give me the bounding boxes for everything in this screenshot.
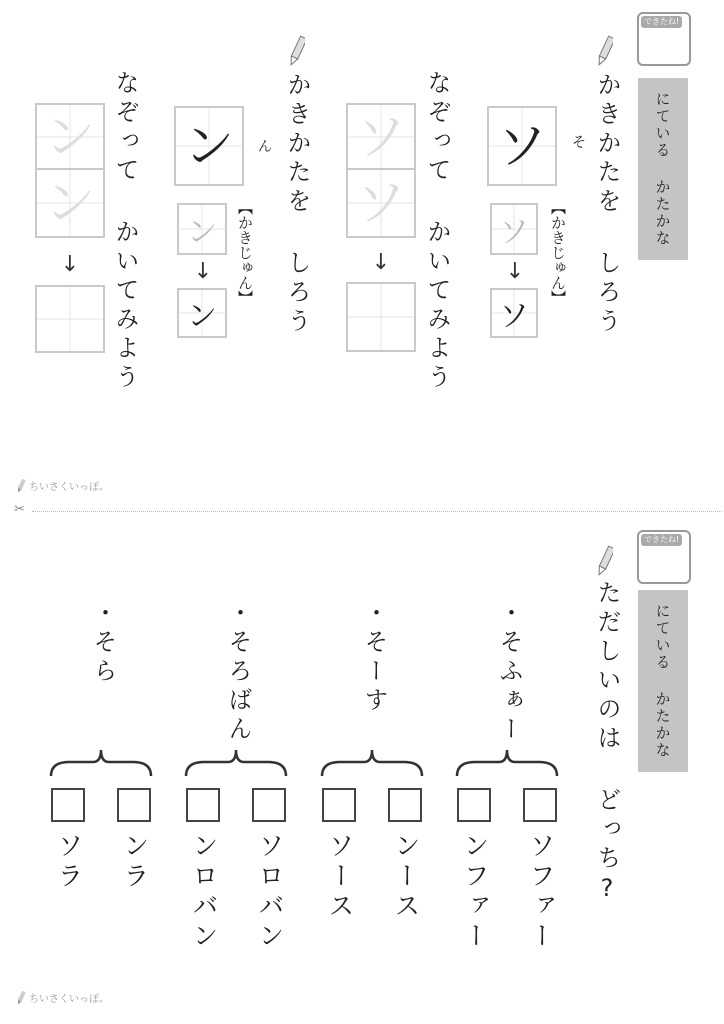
answer-checkbox[interactable] — [523, 788, 557, 822]
item-prompt: ・そふぁー — [495, 600, 523, 745]
answer-checkbox[interactable] — [186, 788, 220, 822]
arrow-down: ↓ — [505, 259, 525, 284]
brand-logo — [16, 478, 109, 493]
cut-line — [32, 511, 722, 512]
stroke-step-char: ソ — [499, 215, 529, 250]
instruction-text: かきかたを しろう — [283, 72, 311, 337]
brace — [184, 748, 288, 778]
trace-char: ソ — [356, 174, 406, 232]
arrow-down: ↓ — [371, 250, 391, 275]
answer-option: ソラ — [53, 832, 83, 892]
model-char-box — [174, 106, 244, 186]
stroke-order-box-2 — [490, 288, 538, 338]
trace-box-2[interactable] — [35, 168, 105, 238]
answer-checkbox[interactable] — [322, 788, 356, 822]
stroke-step-char: ソ — [499, 299, 529, 334]
stamp-label: できたね! — [641, 16, 682, 28]
pencil-icon — [598, 544, 613, 578]
brand-logo-text: ちいさくいっぽ。 — [29, 994, 109, 1005]
answer-checkbox[interactable] — [252, 788, 286, 822]
model-char: ン — [184, 117, 234, 175]
practice-box[interactable] — [346, 282, 416, 352]
char-reading: そ — [572, 135, 586, 151]
trace-instruction: なぞって かいてみよう — [423, 70, 451, 393]
trace-instruction: なぞって かいてみよう — [111, 70, 139, 393]
stroke-step-char: ン — [187, 215, 217, 250]
trace-box-1[interactable] — [35, 103, 105, 171]
stroke-step-char: ン — [187, 299, 217, 334]
answer-checkbox[interactable] — [51, 788, 85, 822]
trace-char: ン — [45, 108, 95, 166]
topic-bar: にている かたかな — [638, 78, 688, 260]
scissors-icon: ✂ — [14, 502, 25, 517]
stroke-order-box-1 — [490, 203, 538, 255]
brand-logo-text: ちいさくいっぽ。 — [29, 482, 109, 493]
trace-char: ン — [45, 174, 95, 232]
answer-option: ンファー — [459, 832, 489, 952]
answer-checkbox[interactable] — [457, 788, 491, 822]
practice-box[interactable] — [35, 285, 105, 353]
stamp-box — [637, 530, 691, 584]
question-text: ただしいのは どっち? — [593, 580, 621, 907]
answer-option: ソファー — [525, 832, 555, 952]
instruction-text: かきかたを しろう — [593, 72, 621, 337]
stamp-box — [637, 12, 691, 66]
kakijun-label: 【かきじゅん】 — [549, 200, 567, 305]
arrow-down: ↓ — [193, 259, 213, 284]
trace-box-1[interactable] — [346, 103, 416, 171]
stamp-label: できたね! — [641, 534, 682, 546]
model-char-box — [487, 106, 557, 186]
trace-box-2[interactable] — [346, 168, 416, 238]
brace — [320, 748, 424, 778]
stroke-order-box-1 — [177, 203, 227, 255]
brand-logo — [16, 990, 109, 1005]
answer-checkbox[interactable] — [117, 788, 151, 822]
item-prompt: ・そーす — [360, 600, 388, 716]
brace — [455, 748, 559, 778]
pencil-icon — [290, 34, 305, 68]
item-prompt: ・そろばん — [224, 600, 252, 745]
answer-option: ンース — [390, 832, 420, 922]
arrow-down: ↓ — [60, 252, 80, 277]
pencil-icon — [16, 991, 26, 1005]
answer-option: ソロバン — [254, 832, 284, 952]
item-prompt: ・そら — [89, 600, 117, 687]
model-char: ソ — [497, 117, 547, 175]
stroke-order-box-2 — [177, 288, 227, 338]
topic-bar: にている かたかな — [638, 590, 688, 772]
answer-option: ソース — [324, 832, 354, 922]
answer-option: ンラ — [119, 832, 149, 892]
kakijun-label: 【かきじゅん】 — [236, 200, 254, 305]
pencil-icon — [16, 479, 26, 493]
answer-checkbox[interactable] — [388, 788, 422, 822]
char-reading: ん — [258, 139, 272, 155]
answer-option: ンロバン — [188, 832, 218, 952]
trace-char: ソ — [356, 108, 406, 166]
pencil-icon — [598, 34, 613, 68]
brace — [49, 748, 153, 778]
